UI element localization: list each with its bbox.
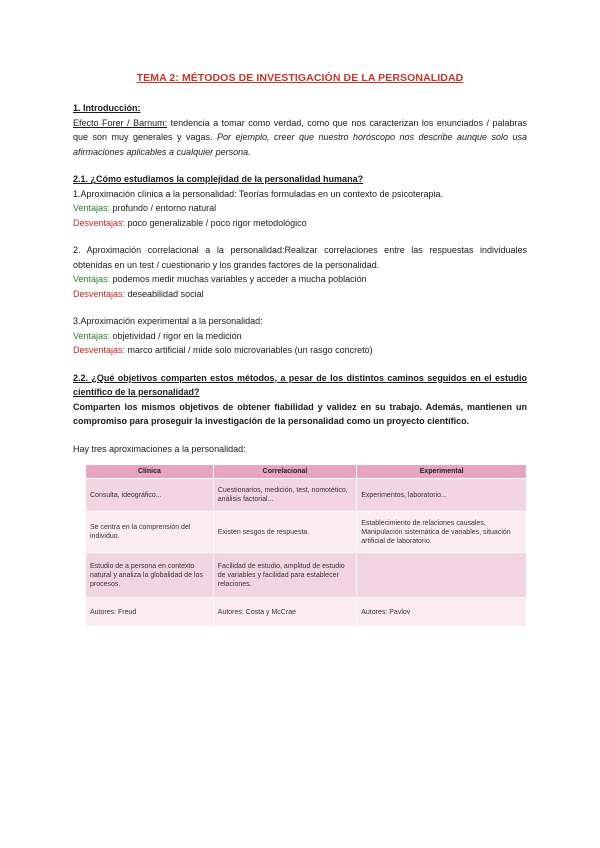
desventajas-text: poco generalizable / poco rigor metodológico	[125, 217, 307, 228]
table-cell: Autores: Freud	[86, 598, 214, 627]
table-cell: Establecimiento de relaciones causales. Manipulación sistemática de variables, situación artificial de laboratorio.	[357, 512, 527, 553]
comparison-table	[85, 464, 527, 627]
table-cell: Cuestionarios, medición, test, nomotético, análisis factorial...	[213, 479, 356, 512]
intro-term: Efecto Forer / Barnum:	[73, 117, 168, 128]
header-correlacional: Correlacional	[213, 465, 356, 479]
page-title: TEMA 2: MÉTODOS DE INVESTIGACIÓN DE LA PERSONALIDAD	[136, 72, 464, 84]
approach-2-desventajas	[73, 287, 527, 302]
table-header-row	[86, 465, 527, 479]
approach-3-title: 3.Aproximación experimental a la personalidad:	[73, 316, 263, 326]
ventajas-label: Ventajas:	[73, 203, 111, 213]
section-2-2-body: Comparten los mismos objetivos de obtener fiabilidad y validez en su trabajo. Además, mantienen un compromiso para proseguir la investigación de la personalidad como un proyecto científico.	[73, 401, 527, 426]
desventajas-text: marco artificial / mide solo microvariables (un rasgo concreto)	[125, 345, 373, 355]
section-2-1-heading: 2.1. ¿Cómo estudiamos la complejidad de la personalidad humana?	[73, 174, 364, 184]
approach-2-title: 2. Aproximación correlacional a la personalidad:Realizar correlaciones entre las respuestas individuales obtenidas en un test / cuestionario y los grandes factores de la personalidad.	[73, 245, 527, 270]
intro-heading: 1. Introducción:	[73, 103, 141, 113]
table-cell	[357, 553, 527, 598]
table-cell: Facilidad de estudio, amplitud de estudio de variables y facilidad para establecer relaciones.	[213, 553, 356, 598]
table-row	[86, 598, 527, 627]
desventajas-label: Desventajas:	[73, 217, 126, 228]
header-clinica: Clínica	[86, 465, 214, 479]
table-row	[86, 553, 527, 598]
approach-1-title: 1.Aproximación clínica a la personalidad: Teorías formuladas en un contexto de psicoterapia.	[73, 188, 444, 199]
document-body	[73, 101, 527, 627]
ventajas-label: Ventajas:	[73, 330, 111, 341]
ventajas-text: podemos medir muchas variables y acceder a mucha población	[110, 274, 367, 284]
table-cell: Consulta, ideográfico...	[86, 479, 214, 512]
ventajas-text: profundo / entorno natural	[110, 203, 217, 213]
approach-1-ventajas	[73, 201, 527, 216]
table-intro: Hay tres aproximaciones a la personalidad:	[73, 443, 246, 454]
ventajas-text: objetividad / rigor en la medición	[110, 330, 242, 341]
approach-3-ventajas	[73, 329, 527, 344]
table-cell: Se centra en la comprensión del individuo.	[86, 512, 214, 553]
intro-paragraph	[73, 116, 527, 160]
table-cell: Existen sesgos de respuesta.	[213, 512, 356, 553]
table-cell: Autores: Pavlov	[357, 598, 527, 627]
table-row	[86, 512, 527, 553]
section-2-2-heading: 2.2. ¿Qué objetivos comparten estos métodos, a pesar de los distintos caminos seguidos en el estudio científico de la personalidad?	[73, 372, 527, 397]
ventajas-label: Ventajas:	[73, 274, 111, 284]
desventajas-label: Desventajas:	[73, 345, 126, 355]
approach-2-ventajas	[73, 272, 527, 287]
header-experimental: Experimental	[357, 465, 527, 479]
desventajas-text: deseabilidad social	[125, 288, 204, 299]
intro-example: Por ejemplo, creer que nuestro horóscopo nos describe aunque solo usa afirmaciones aplicables a cualquier persona.	[73, 132, 527, 157]
table-cell: Estudio de a persona en contexto natural y analiza la globalidad de los procesos.	[86, 553, 214, 598]
desventajas-label: Desventajas:	[73, 288, 126, 299]
table-cell: Autores: Costa y McCrae	[213, 598, 356, 627]
approach-3-desventajas	[73, 343, 527, 358]
table-row	[86, 479, 527, 512]
approach-1-desventajas	[73, 216, 527, 231]
intro-definition: tendencia a tomar como verdad, como que nos caracterizan los enunciados / palabras que son muy generales y vagas.	[73, 117, 527, 142]
table-cell: Experimentos, laboratorio...	[357, 479, 527, 512]
